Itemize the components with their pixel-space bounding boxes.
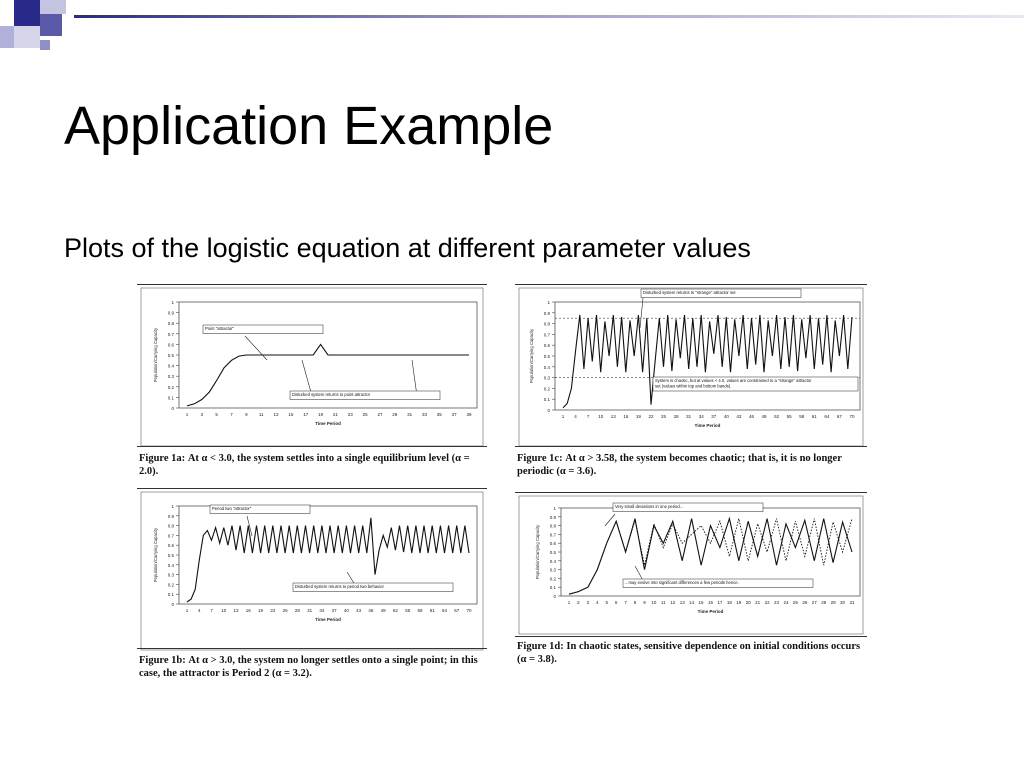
annotation xyxy=(203,325,323,334)
x-tick-label: 43 xyxy=(356,608,362,613)
x-tick-label: 35 xyxy=(436,412,442,417)
x-tick-label: 3 xyxy=(200,412,204,417)
y-tick-label: 0.7 xyxy=(549,532,556,538)
chart-frame xyxy=(519,288,863,446)
x-tick-label: 37 xyxy=(331,608,337,613)
annotation-text: Disturbed system returns to point attractor xyxy=(292,392,370,397)
x-tick-label: 6 xyxy=(614,600,618,605)
x-tick-label: 9 xyxy=(245,412,248,417)
annotation-arrow xyxy=(605,514,615,526)
x-tick-label: 13 xyxy=(273,412,279,417)
x-tick-label: 27 xyxy=(811,600,817,605)
y-tick-label: 0 xyxy=(171,602,174,607)
x-tick-label: 25 xyxy=(282,608,288,613)
x-tick-label: 13 xyxy=(233,608,239,613)
x-tick-label: 31 xyxy=(307,608,313,613)
x-tick-label: 12 xyxy=(670,600,676,605)
y-tick-label: 0.4 xyxy=(167,562,174,568)
figure-1b-chart xyxy=(137,492,487,652)
x-tick-label: 22 xyxy=(764,600,770,605)
x-tick-label: 52 xyxy=(392,608,398,613)
corner-square-light xyxy=(40,0,66,14)
x-tick-label: 10 xyxy=(651,600,657,605)
y-tick-label: 0.8 xyxy=(549,523,556,529)
x-tick-label: 4 xyxy=(574,414,577,419)
chart-frame xyxy=(519,496,863,634)
annotation-text: Disturbed system returns to period two behavior xyxy=(295,584,384,589)
title-rule xyxy=(74,15,1024,18)
y-tick-label: 0.2 xyxy=(543,386,550,392)
x-tick-label: 23 xyxy=(347,412,353,417)
x-axis-label: Time Period xyxy=(315,617,341,622)
rule-top xyxy=(515,284,867,285)
x-tick-label: 55 xyxy=(786,414,792,419)
x-tick-label: 43 xyxy=(736,414,742,419)
annotation-text: Very small deviations in one period... xyxy=(615,504,684,509)
figure-1a-chart xyxy=(137,288,487,448)
figure-1c-caption: Figure 1c: At α > 3.58, the system becomes chaotic; that is, it is no longer periodic (α = 3.6). xyxy=(517,453,842,477)
figure-1a-panel xyxy=(137,282,487,482)
annotation-arrow xyxy=(245,336,267,360)
x-tick-label: 3 xyxy=(586,600,590,605)
y-tick-label: 0.1 xyxy=(167,395,174,401)
rule-top xyxy=(515,492,867,493)
x-tick-label: 16 xyxy=(623,414,629,419)
x-tick-label: 30 xyxy=(840,600,846,605)
x-tick-label: 24 xyxy=(783,600,789,605)
x-tick-label: 18 xyxy=(726,600,732,605)
rule-top xyxy=(137,488,487,489)
x-axis-label: Time Period xyxy=(315,421,341,426)
corner-square-dark2 xyxy=(40,14,62,36)
chart-frame xyxy=(141,492,483,650)
x-tick-label: 21 xyxy=(755,600,761,605)
x-tick-label: 28 xyxy=(673,414,679,419)
x-tick-label: 1 xyxy=(185,608,189,613)
y-tick-label: 0.6 xyxy=(549,541,556,547)
x-tick-label: 21 xyxy=(332,412,338,417)
y-tick-label: 0.3 xyxy=(549,567,556,573)
x-tick-label: 7 xyxy=(586,414,590,419)
x-tick-label: 55 xyxy=(405,608,411,613)
x-tick-label: 31 xyxy=(407,412,413,417)
x-axis-label: Time Period xyxy=(697,609,724,614)
figure-1c-chart xyxy=(515,288,867,448)
y-tick-label: 0.6 xyxy=(167,543,174,549)
annotation xyxy=(613,503,763,512)
x-tick-label: 7 xyxy=(210,608,213,613)
y-axis-label: Population/Carrying Capacity xyxy=(529,328,534,384)
x-tick-label: 37 xyxy=(711,414,717,419)
x-axis-label: Time Period xyxy=(694,423,721,428)
x-tick-label: 27 xyxy=(377,412,383,417)
x-tick-label: 15 xyxy=(288,412,294,417)
corner-square-dark xyxy=(14,0,40,26)
y-axis-label: Population/Carrying Capacity xyxy=(153,527,158,583)
x-tick-label: 61 xyxy=(811,414,817,419)
x-tick-label: 37 xyxy=(451,412,457,417)
x-tick-label: 26 xyxy=(802,600,808,605)
x-tick-label: 13 xyxy=(679,600,685,605)
y-tick-label: 1 xyxy=(553,506,556,511)
y-tick-label: 0.2 xyxy=(549,576,556,582)
x-tick-label: 16 xyxy=(707,600,714,605)
annotation-text: System is chaotic, but at values < 4.0, values are constrained to a "strange" attractor xyxy=(655,378,812,383)
x-tick-label: 64 xyxy=(824,414,830,419)
x-tick-label: 46 xyxy=(748,414,754,419)
x-tick-label: 49 xyxy=(761,414,767,419)
x-tick-label: 67 xyxy=(454,608,460,613)
x-tick-label: 52 xyxy=(774,414,780,419)
y-tick-label: 0 xyxy=(171,406,174,411)
x-tick-label: 39 xyxy=(466,412,472,417)
annotation-text: set (values within top and bottom bands). xyxy=(655,383,732,389)
x-tick-label: 40 xyxy=(723,414,729,419)
x-tick-label: 31 xyxy=(849,600,855,605)
x-tick-label: 33 xyxy=(421,412,427,417)
slide-subtitle: Plots of the logistic equation at different parameter values xyxy=(64,233,751,263)
x-tick-label: 64 xyxy=(441,608,447,613)
figure-1d-chart xyxy=(515,496,867,636)
y-tick-label: 0.6 xyxy=(167,342,174,348)
y-tick-label: 0.3 xyxy=(167,572,174,578)
x-tick-label: 23 xyxy=(774,600,780,605)
x-tick-label: 1 xyxy=(561,414,565,419)
x-tick-label: 16 xyxy=(245,608,251,613)
x-tick-label: 19 xyxy=(635,414,641,419)
y-tick-label: 0.4 xyxy=(167,363,174,369)
x-tick-label: 4 xyxy=(198,608,201,613)
y-tick-label: 0.1 xyxy=(549,585,556,591)
x-tick-label: 49 xyxy=(380,608,386,613)
y-tick-label: 0.9 xyxy=(543,310,550,316)
figure-1d-panel xyxy=(515,490,867,680)
y-tick-label: 0.4 xyxy=(543,364,550,370)
x-tick-label: 8 xyxy=(633,600,637,605)
y-tick-label: 0.8 xyxy=(167,523,174,529)
figure-1c-panel xyxy=(515,282,867,482)
x-tick-label: 15 xyxy=(698,600,704,605)
annotation xyxy=(210,505,310,514)
x-tick-label: 22 xyxy=(648,414,654,419)
y-tick-label: 0.1 xyxy=(543,397,550,403)
rule-top xyxy=(137,284,487,285)
y-tick-label: 0.5 xyxy=(543,354,550,359)
y-tick-label: 0.8 xyxy=(543,321,550,327)
annotation xyxy=(623,579,813,588)
y-tick-label: 1 xyxy=(547,300,550,305)
x-tick-label: 67 xyxy=(836,414,842,419)
x-tick-label: 70 xyxy=(849,414,855,419)
annotation xyxy=(290,391,440,400)
annotation xyxy=(641,289,801,298)
x-tick-label: 19 xyxy=(258,608,264,613)
x-tick-label: 58 xyxy=(417,608,423,613)
y-tick-label: 0.5 xyxy=(167,553,174,558)
x-tick-label: 25 xyxy=(362,412,368,417)
x-tick-label: 5 xyxy=(605,600,608,605)
y-tick-label: 0.7 xyxy=(167,331,174,337)
rule-caption xyxy=(515,636,867,637)
y-tick-label: 0.6 xyxy=(543,343,550,349)
y-axis-label: Population/Carrying Capacity xyxy=(153,327,158,383)
figure-1a-caption: Figure 1a: At α < 3.0, the system settles into a single equilibrium level (α = 2.0). xyxy=(139,453,470,477)
x-tick-label: 34 xyxy=(319,608,325,613)
y-tick-label: 0.9 xyxy=(549,514,556,520)
corner-square-small xyxy=(40,40,50,50)
annotation-text: ...may evolve into significant differences a few periods hence. xyxy=(625,580,739,585)
annotation-arrow xyxy=(640,298,643,328)
x-tick-label: 46 xyxy=(368,608,374,613)
x-tick-label: 4 xyxy=(596,600,599,605)
y-tick-label: 0.4 xyxy=(549,558,556,564)
y-tick-label: 0.9 xyxy=(167,310,174,316)
annotation xyxy=(293,583,453,592)
series-line xyxy=(563,315,852,408)
y-tick-label: 0.7 xyxy=(167,533,174,539)
x-tick-label: 2 xyxy=(577,600,580,605)
x-tick-label: 17 xyxy=(717,600,723,605)
x-tick-label: 9 xyxy=(643,600,646,605)
x-tick-label: 61 xyxy=(429,608,435,613)
y-tick-label: 0 xyxy=(553,594,556,599)
x-tick-label: 14 xyxy=(689,600,695,605)
y-tick-label: 1 xyxy=(171,504,174,509)
x-tick-label: 70 xyxy=(466,608,472,613)
x-tick-label: 1 xyxy=(185,412,189,417)
figure-1b-caption: Figure 1b: At α > 3.0, the system no longer settles onto a single point; in this case, the attractor is Period 2 (α = 3.2). xyxy=(139,655,478,679)
rule-caption xyxy=(515,446,867,447)
x-tick-label: 19 xyxy=(736,600,742,605)
x-tick-label: 28 xyxy=(294,608,300,613)
y-tick-label: 0.1 xyxy=(167,592,174,598)
y-tick-label: 0.7 xyxy=(543,332,550,338)
y-axis-label: Population/Carrying Capacity xyxy=(535,524,540,580)
y-tick-label: 0.3 xyxy=(167,374,174,380)
x-tick-label: 10 xyxy=(221,608,227,613)
x-tick-label: 28 xyxy=(821,600,827,605)
x-tick-label: 11 xyxy=(258,412,264,417)
y-tick-label: 0.5 xyxy=(549,550,556,555)
y-tick-label: 0.5 xyxy=(167,353,174,358)
annotation-text: Period two "attractor" xyxy=(212,506,252,511)
y-tick-label: 0.8 xyxy=(167,321,174,327)
rule-caption xyxy=(137,446,487,447)
x-tick-label: 25 xyxy=(792,600,798,605)
annotation-text: Point "attractor" xyxy=(205,326,235,331)
corner-square-mid xyxy=(0,26,14,48)
y-tick-label: 0.9 xyxy=(167,513,174,519)
figure-1d-caption: Figure 1d: In chaotic states, sensitive dependence on initial conditions occurs (α = 3.8). xyxy=(517,641,861,665)
chart-frame xyxy=(141,288,483,446)
x-tick-label: 11 xyxy=(660,600,666,605)
y-tick-label: 1 xyxy=(171,300,174,305)
x-tick-label: 34 xyxy=(698,414,704,419)
x-tick-label: 7 xyxy=(624,600,627,605)
y-tick-label: 0.2 xyxy=(167,582,174,588)
annotation xyxy=(653,377,858,391)
x-tick-label: 10 xyxy=(598,414,604,419)
x-tick-label: 31 xyxy=(686,414,692,419)
y-tick-label: 0 xyxy=(547,408,550,413)
x-tick-label: 5 xyxy=(215,412,218,417)
x-tick-label: 19 xyxy=(318,412,324,417)
slide-title: Application Example xyxy=(64,96,554,156)
x-tick-label: 40 xyxy=(343,608,349,613)
figure-1b-panel xyxy=(137,486,487,686)
y-tick-label: 0.3 xyxy=(543,375,550,381)
annotation-text: Disturbed system returns to "strange" attractor set xyxy=(643,290,736,295)
x-tick-label: 20 xyxy=(745,600,751,605)
y-tick-label: 0.2 xyxy=(167,384,174,390)
annotation-arrow xyxy=(412,360,417,396)
x-tick-label: 58 xyxy=(799,414,805,419)
x-tick-label: 17 xyxy=(303,412,309,417)
x-tick-label: 13 xyxy=(610,414,616,419)
corner-square-mid2 xyxy=(14,26,40,48)
x-tick-label: 29 xyxy=(392,412,398,417)
x-tick-label: 25 xyxy=(661,414,667,419)
x-tick-label: 1 xyxy=(567,600,571,605)
x-tick-label: 29 xyxy=(830,600,836,605)
rule-caption xyxy=(137,648,487,649)
x-tick-label: 7 xyxy=(230,412,233,417)
x-tick-label: 22 xyxy=(270,608,276,613)
annotation-arrow xyxy=(302,360,312,396)
